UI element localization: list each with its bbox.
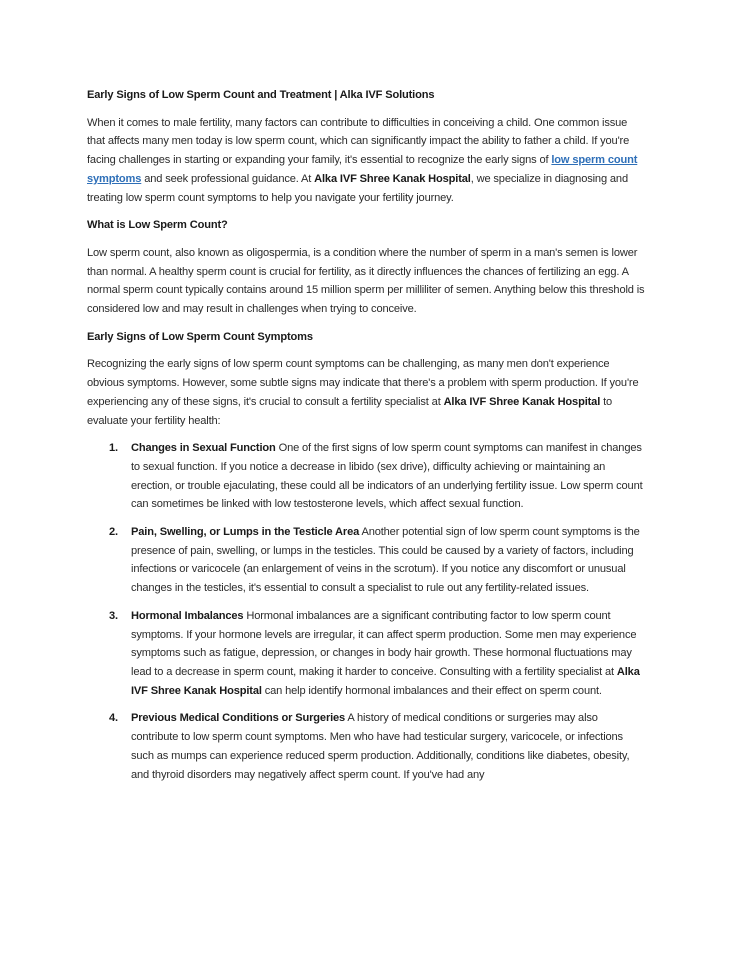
symptoms-list (87, 439, 647, 784)
section-heading-what-is: What is Low Sperm Count? (87, 219, 228, 232)
list-item-text-2: can help identify hormonal imbalances and their effect on sperm count. (261, 684, 602, 697)
list-item-title: Changes in Sexual Function (131, 442, 276, 455)
list-item (87, 523, 647, 598)
list-item (87, 439, 647, 514)
list-item (87, 709, 647, 784)
low-sperm-count-symptoms-link[interactable]: low sperm count symptoms (87, 154, 638, 185)
section-early-signs-body (87, 355, 647, 430)
list-item-title: Pain, Swelling, or Lumps in the Testicle Area (131, 526, 360, 539)
list-number: 1. (109, 442, 118, 455)
list-number: 3. (109, 609, 118, 622)
list-item-text: Hormonal imbalances are a significant contributing factor to low sperm count symptoms. If your hormone levels are irregular, it can affect sperm production. Some men may experience symptoms such as fatigue, depression, or changes in body hair growth. These hormonal fluctuations may lead to a decrease in sperm count, making it harder to conceive. Consulting with a fertility specialist at (131, 609, 637, 678)
early-signs-text-1: Recognizing the early signs of low sperm count symptoms can be challenging, as many men don't experience obvious symptoms. However, some subtle signs may indicate that there's a problem with sperm production. If you're experiencing any of these signs, it's crucial to consult a fertility specialist at (87, 358, 639, 408)
section-what-is-body: Low sperm count, also known as oligospermia, is a condition where the number of sperm in a man's semen is lower than normal. A healthy sperm count is crucial for fertility, as it directly influences the chances of fertilizing an egg. A normal sperm count typically contains around 15 million sperm per milliliter of semen. Anything below this threshold is considered low and may result in challenges when trying to conceive. (87, 246, 645, 316)
document-title: Early Signs of Low Sperm Count and Treatment | Alka IVF Solutions (87, 89, 435, 101)
document-page (87, 86, 647, 793)
list-item-text: A history of medical conditions or surgeries may also contribute to low sperm count symptoms. Men who have had testicular surgery, varicocele, or infections such as mumps can experience reduced sperm production. Additionally, conditions like diabetes, obesity, and thyroid disorders may negatively affect sperm count. If you've had any (131, 712, 630, 781)
intro-text-3: , we specialize in diagnosing and treating low sperm count symptoms to help you navigate your fertility journey. (87, 172, 628, 204)
section-heading-early-signs: Early Signs of Low Sperm Count Symptoms (87, 330, 313, 343)
hospital-name-bold: Alka IVF Shree Kanak Hospital (443, 395, 601, 408)
intro-text-2: and seek professional guidance. At (141, 172, 315, 185)
hospital-name-bold: Alka IVF Shree Kanak Hospital (131, 665, 640, 697)
list-item-title: Hormonal Imbalances (131, 609, 244, 622)
list-item-text: Another potential sign of low sperm count symptoms is the presence of pain, swelling, or lumps in the testicles. This could be caused by a variety of factors, including infections or varicocele (an enlargement of veins in the scrotum). If you notice any discomfort or unusual changes in the testicles, it's essential to consult a specialist to rule out any fertility-related issues. (131, 526, 640, 595)
early-signs-text-2: to evaluate your fertility health: (87, 395, 613, 427)
list-item-title: Previous Medical Conditions or Surgeries (131, 712, 346, 725)
list-number: 4. (109, 712, 118, 725)
intro-text-1: When it comes to male fertility, many factors can contribute to difficulties in conceiving a child. One common issue that affects many men today is low sperm count, which can significantly impact the ability to father a child. If you're facing challenges in starting or expanding your family, it's essential to recognize the early signs of (87, 116, 630, 167)
list-number: 2. (109, 526, 118, 539)
hospital-name-bold: Alka IVF Shree Kanak Hospital (314, 172, 471, 185)
list-item (87, 607, 647, 701)
intro-paragraph (87, 114, 647, 208)
list-item-text: One of the first signs of low sperm count symptoms can manifest in changes to sexual function. If you notice a decrease in libido (sex drive), difficulty achieving or maintaining an erection, or trouble ejaculating, these could all be indicators of an underlying fertility issue. Low sperm count can sometimes be linked with low testosterone levels, which affect sexual function. (131, 442, 643, 511)
